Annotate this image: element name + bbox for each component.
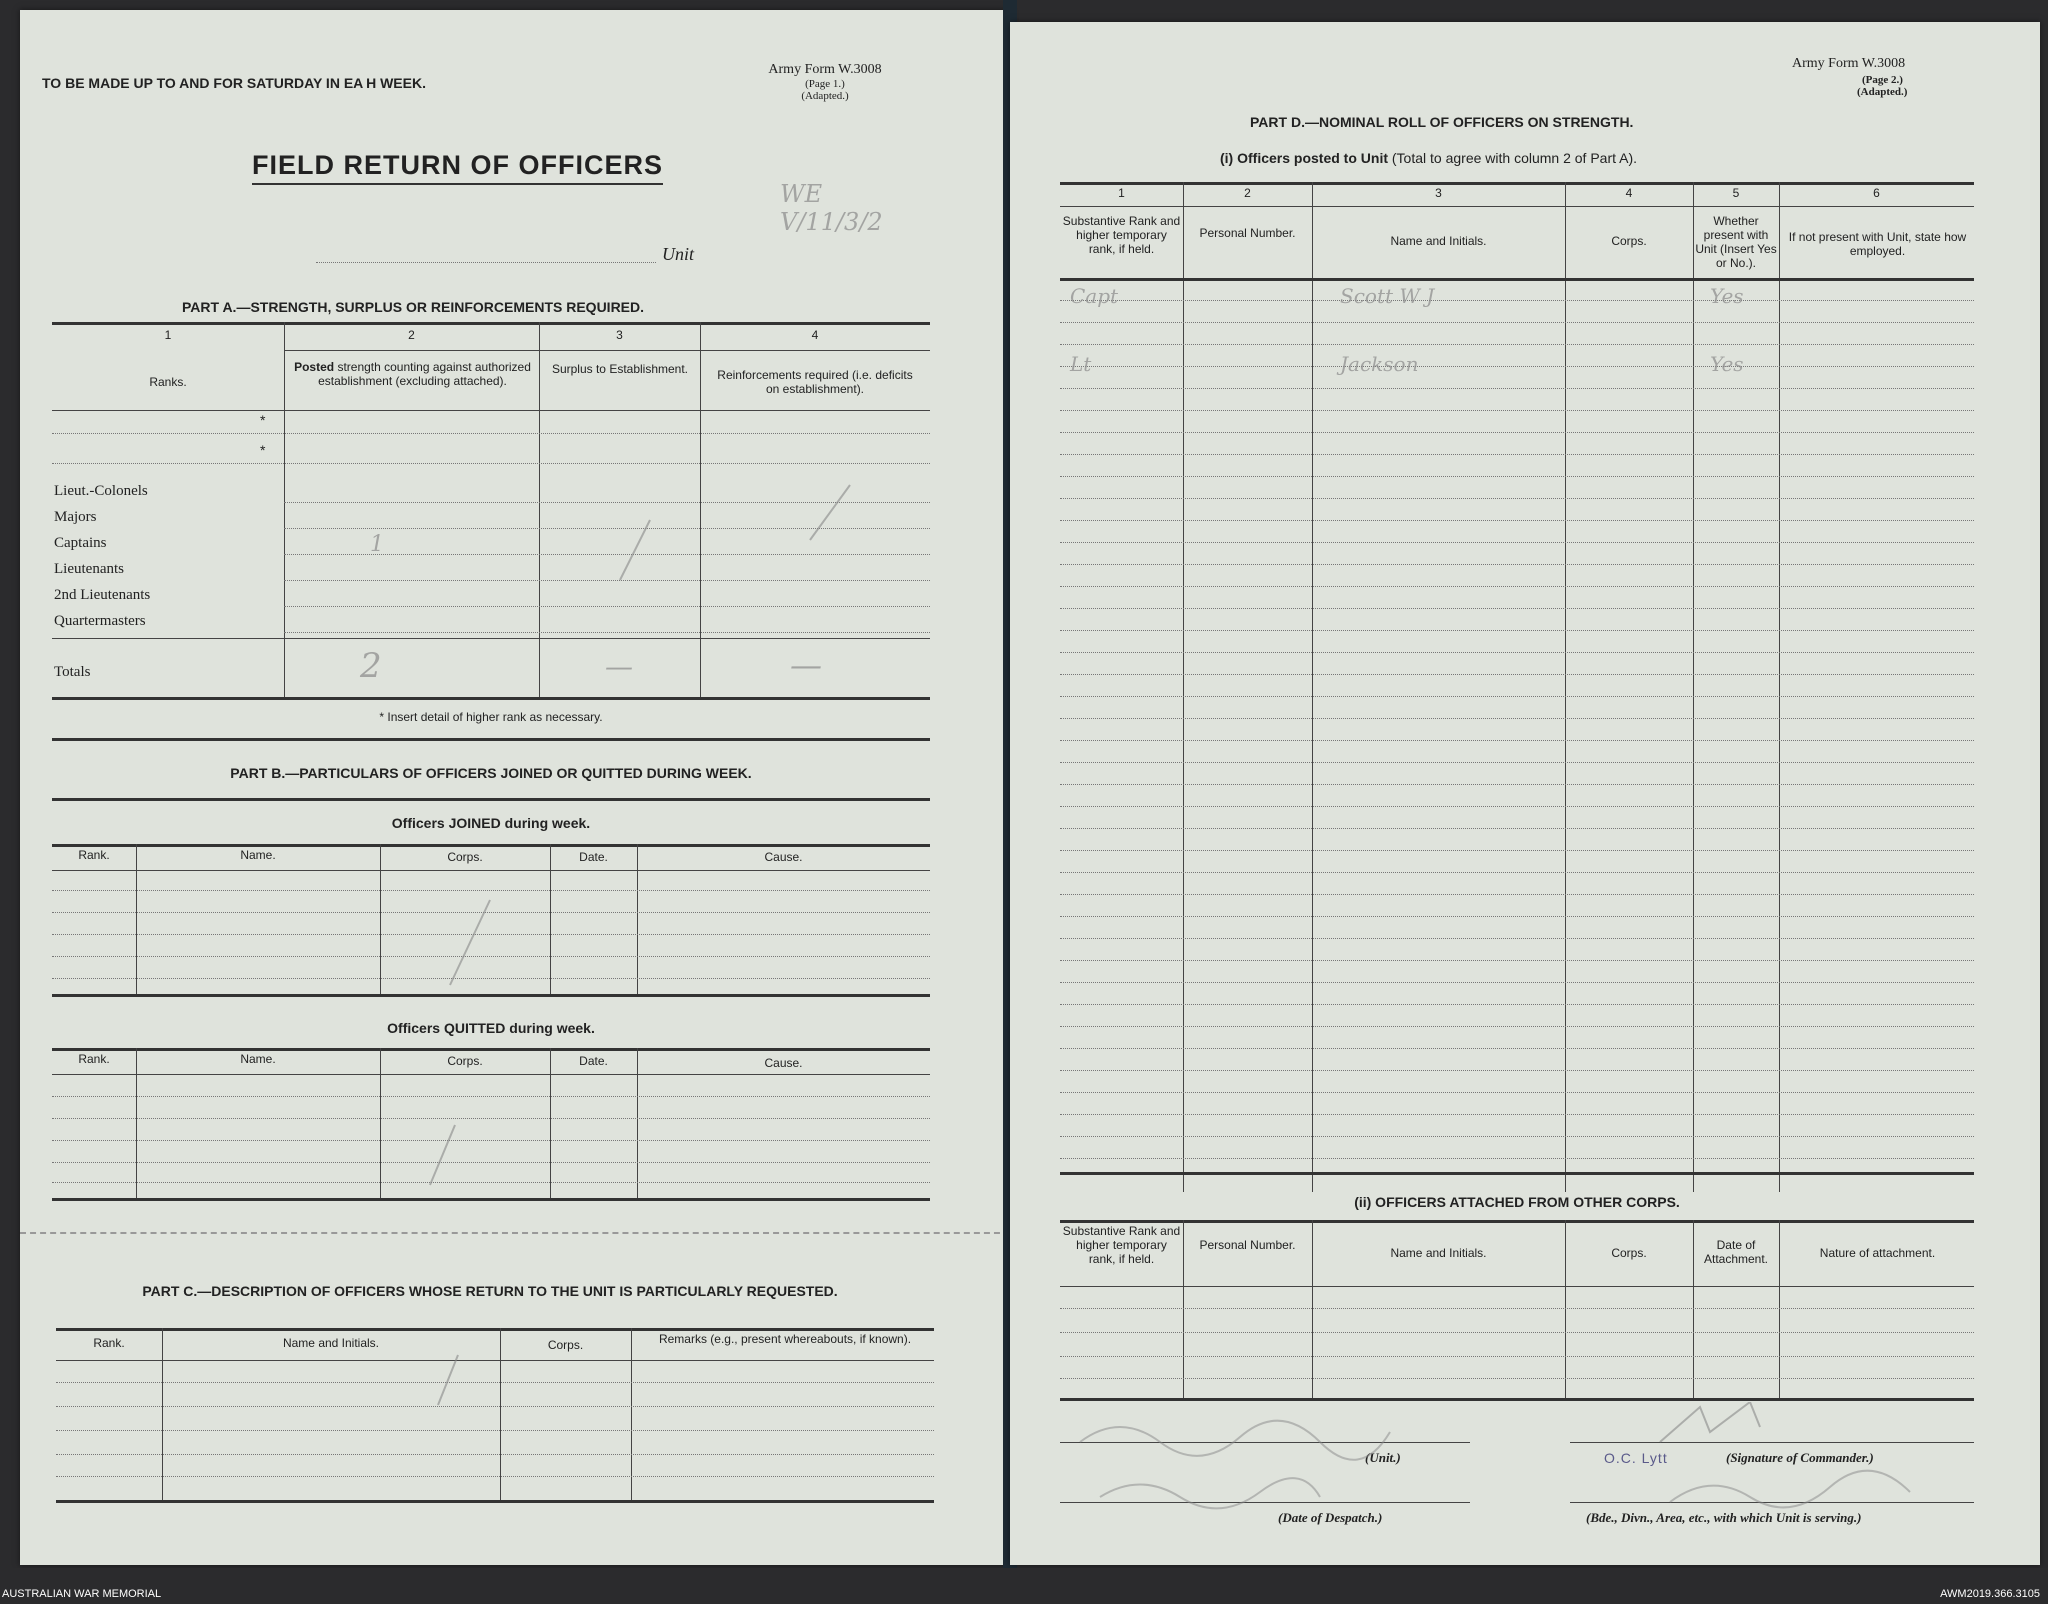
part-d-col-number: 3 (1435, 186, 1442, 200)
roll-ruled-line (1060, 410, 1974, 411)
roll-ruled-line (1060, 1114, 1974, 1115)
quitted-title: Officers QUITTED during week. (387, 1020, 595, 1036)
page-number: (Page 2.) (1862, 74, 1903, 86)
archive-footer (0, 1568, 2048, 1604)
roll-ruled-line (1060, 938, 1974, 939)
roll-ruled-line (1060, 894, 1974, 895)
part-a-col-number: 3 (616, 328, 623, 342)
roll-ruled-line (1060, 608, 1974, 609)
asterisk: * (260, 412, 266, 428)
roll-ruled-line (1060, 630, 1974, 631)
date-despatch-caption: (Date of Despatch.) (1278, 1510, 1383, 1525)
attached-col-personal-number: Personal Number. (1199, 1238, 1296, 1252)
pencil-signatures (1060, 1402, 1970, 1512)
roll-ruled-line (1060, 1136, 1974, 1137)
attached-col-nature: Nature of attachment. (1819, 1246, 1936, 1260)
roll-row2-name: Jackson (1340, 352, 1419, 376)
roll-ruled-line (1060, 916, 1974, 917)
quitted-col-cause: Cause. (764, 1056, 803, 1070)
ranks-header: Ranks. (149, 375, 187, 389)
archive-id: AWM2019.366.3105 (1940, 1588, 2040, 1600)
captains-posted-pencil: 1 (370, 532, 384, 557)
posted-strength-header: Posted strength counting against authorized establishment (excluding attached). (294, 360, 531, 388)
rank-item: 2nd Lieutenants (54, 587, 151, 603)
roll-ruled-line (1060, 344, 1974, 345)
totals-surplus-pencil: — (605, 650, 633, 683)
archive-name: AUSTRALIAN WAR MEMORIAL (2, 1588, 162, 1600)
roll-ruled-line (1060, 784, 1974, 785)
roll-ruled-line (1060, 828, 1974, 829)
totals-reinf-pencil: — (790, 646, 822, 684)
roll-ruled-line (1060, 1158, 1974, 1159)
roll-ruled-line (1060, 1070, 1974, 1071)
rank-item: Lieutenants (54, 561, 124, 577)
col-rank: Substantive Rank and higher temporary rank, if held. (1062, 214, 1181, 256)
ranks-list (54, 478, 274, 634)
roll-ruled-line (1060, 1048, 1974, 1049)
roll-ruled-line (1060, 696, 1974, 697)
roll-ruled-line (1060, 872, 1974, 873)
joined-col-cause: Cause. (764, 850, 803, 864)
part-a-col-number: 1 (164, 328, 172, 342)
sub-i-title: (i) Officers posted to Unit (Total to agree with column 2 of Part A). (1220, 150, 1638, 166)
pencil-strokes (440, 890, 500, 990)
part-a-col-number: 2 (408, 328, 415, 342)
col-personal-number: Personal Number. (1199, 226, 1296, 240)
roll-ruled-line (1060, 586, 1974, 587)
roll-ruled-line (1060, 300, 1974, 301)
col-corps: Corps. (1611, 234, 1647, 248)
unit-label: Unit (662, 244, 695, 264)
roll-ruled-line (1060, 454, 1974, 455)
part-d-col-number: 6 (1873, 186, 1880, 200)
page-title: FIELD RETURN OF OFFICERS (252, 150, 663, 185)
col-present: Whether present with Unit (Insert Yes or No.). (1695, 214, 1777, 270)
attached-col-name: Name and Initials. (1390, 1246, 1487, 1260)
rank-item: Captains (54, 535, 107, 551)
roll-ruled-line (1060, 652, 1974, 653)
roll-ruled-line (1060, 674, 1974, 675)
asterisk: * (260, 442, 266, 458)
pencil-strokes (560, 480, 900, 590)
form-page-2 (1010, 22, 2040, 1565)
roll-ruled-line (1060, 1026, 1974, 1027)
roll-ruled-line (1060, 542, 1974, 543)
part-c-col-remarks: Remarks (e.g., present whereabouts, if known). (658, 1332, 912, 1346)
margin-note-pencil: WE V/11/3/2 (780, 180, 883, 236)
roll-ruled-line (1060, 564, 1974, 565)
roll-row1-name: Scott W J (1340, 284, 1435, 308)
pencil-strokes (420, 1120, 470, 1190)
attached-col-date: Date of Attachment. (1703, 1238, 1769, 1266)
adapted-label: (Adapted.) (1857, 86, 1908, 98)
army-form-label: Army Form W.3008 (1792, 56, 1906, 71)
roll-ruled-line (1060, 718, 1974, 719)
attached-col-corps: Corps. (1611, 1246, 1647, 1260)
joined-col-corps: Corps. (447, 850, 483, 864)
part-d-col-number: 1 (1118, 186, 1125, 200)
roll-ruled-line (1060, 322, 1974, 323)
roll-ruled-line (1060, 1004, 1974, 1005)
roll-ruled-line (1060, 498, 1974, 499)
attached-col-rank: Substantive Rank and higher temporary rank, if held. (1062, 1224, 1181, 1266)
roll-ruled-line (1060, 476, 1974, 477)
reinforcements-header: Reinforcements required (i.e. deficits on establishment). (717, 368, 913, 396)
rank-item: Majors (54, 509, 97, 525)
sub-ii-title: (ii) OFFICERS ATTACHED FROM OTHER CORPS. (1354, 1194, 1680, 1210)
roll-row2-rank: Lt (1070, 352, 1092, 376)
totals-label: Totals (54, 664, 91, 680)
part-d-col-number: 5 (1732, 186, 1740, 200)
officer-stamp: O.C. Lytt (1604, 1450, 1668, 1466)
roll-row1-rank: Capt (1070, 284, 1119, 308)
part-a-col-number: 4 (811, 328, 819, 342)
quitted-col-date: Date. (579, 1054, 608, 1068)
part-c-title: PART C.—DESCRIPTION OF OFFICERS WHOSE RETURN TO THE UNIT IS PARTICULARLY REQUESTED. (142, 1283, 838, 1299)
part-a-title: PART A.—STRENGTH, SURPLUS OR REINFORCEMENTS REQUIRED. (182, 299, 645, 315)
roll-ruled-line (1060, 366, 1974, 367)
roll-ruled-line (1060, 520, 1974, 521)
roll-ruled-line (1060, 982, 1974, 983)
part-a-footnote: * Insert detail of higher rank as necessary. (379, 710, 603, 724)
joined-col-name: Name. (240, 848, 276, 862)
part-d-col-number: 2 (1244, 186, 1251, 200)
roll-ruled-line (1060, 806, 1974, 807)
roll-ruled-line (1060, 762, 1974, 763)
part-d-col-number: 4 (1625, 186, 1633, 200)
header-instruction: TO BE MADE UP TO AND FOR SATURDAY IN EA H WEEK. (42, 75, 426, 91)
col-how-employed: If not present with Unit, state how employed. (1788, 230, 1967, 258)
part-c-col-corps: Corps. (547, 1338, 584, 1352)
quitted-col-corps: Corps. (447, 1054, 483, 1068)
part-d-title: PART D.—NOMINAL ROLL OF OFFICERS ON STRENGTH. (1250, 114, 1634, 130)
roll-ruled-line (1060, 388, 1974, 389)
roll-row1-present: Yes (1710, 284, 1744, 308)
rank-item: Quartermasters (54, 613, 146, 629)
formation-caption: (Bde., Divn., Area, etc., with which Unit is serving.) (1586, 1510, 1862, 1525)
roll-ruled-line (1060, 740, 1974, 741)
col-name: Name and Initials. (1390, 234, 1487, 248)
roll-ruled-line (1060, 432, 1974, 433)
quitted-col-rank: Rank. (78, 1052, 110, 1066)
page-number: (Page 1.) (805, 78, 845, 90)
part-c-col-name: Name and Initials. (282, 1336, 380, 1350)
adapted-label: (Adapted.) (801, 90, 849, 102)
totals-posted-pencil: 2 (360, 646, 382, 686)
surplus-header: Surplus to Establishment. (551, 362, 689, 376)
quitted-col-name: Name. (240, 1052, 276, 1066)
form-page-1 (20, 10, 1010, 1565)
part-c-col-rank: Rank. (93, 1336, 125, 1350)
signature-caption: (Signature of Commander.) (1726, 1450, 1874, 1465)
roll-ruled-line (1060, 1092, 1974, 1093)
joined-col-rank: Rank. (78, 848, 110, 862)
joined-title: Officers JOINED during week. (391, 815, 591, 831)
army-form-label: Army Form W.3008 (768, 62, 882, 77)
pencil-strokes (430, 1350, 470, 1410)
joined-col-date: Date. (579, 850, 608, 864)
roll-row2-present: Yes (1710, 352, 1744, 376)
unit-caption: (Unit.) (1365, 1450, 1401, 1465)
roll-ruled-line (1060, 850, 1974, 851)
roll-ruled-line (1060, 960, 1974, 961)
rank-item: Lieut.-Colonels (54, 483, 148, 499)
part-b-title: PART B.—PARTICULARS OF OFFICERS JOINED OR QUITTED DURING WEEK. (230, 765, 752, 781)
